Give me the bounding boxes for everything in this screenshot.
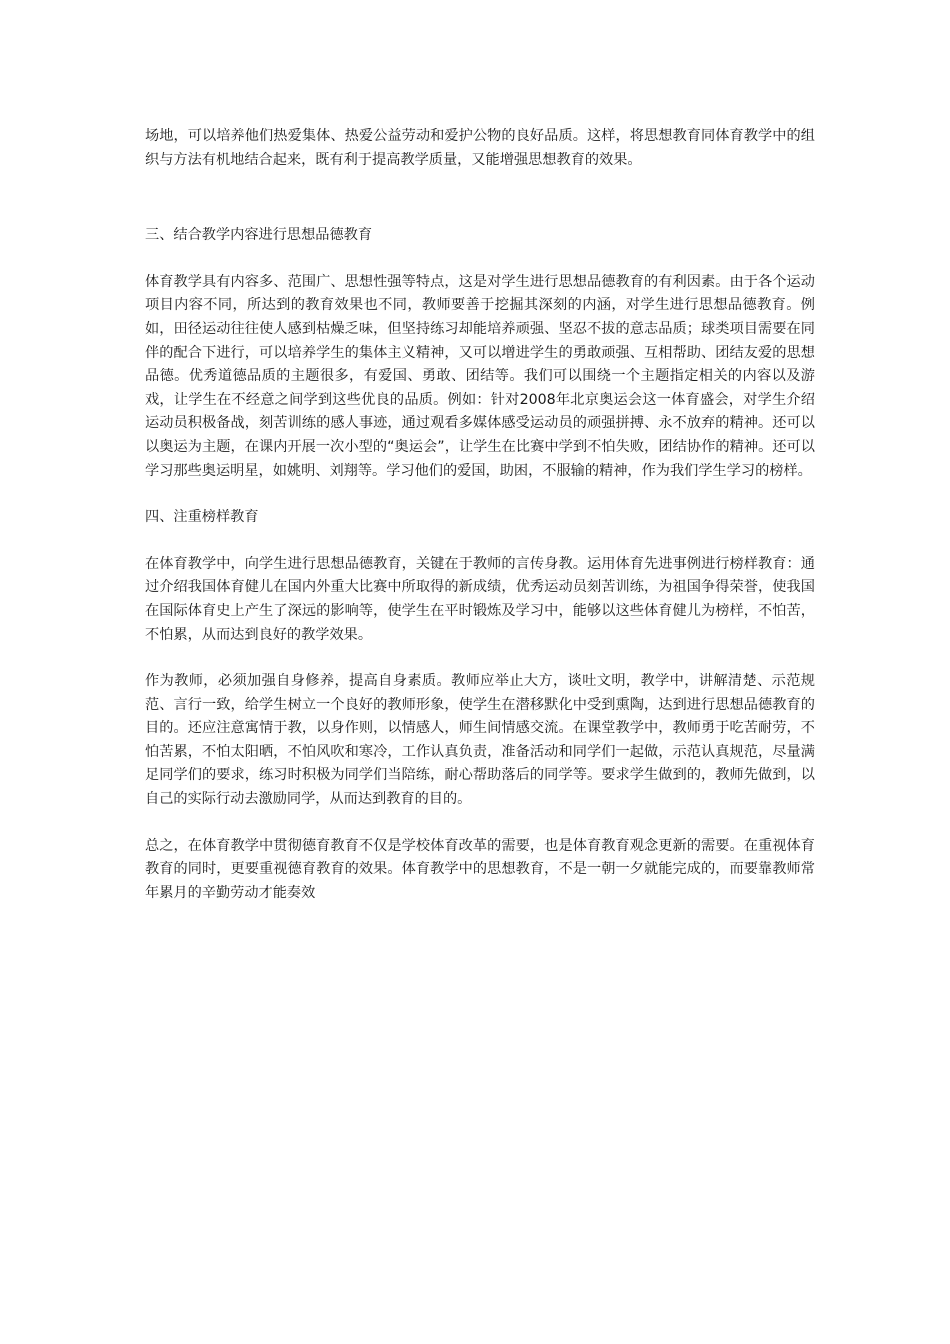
section-4-heading: 四、注重榜样教育 — [145, 509, 259, 526]
document-body — [145, 125, 815, 905]
section-4-paragraph-1: 在体育教学中，向学生进行思想品德教育，关键在于教师的言传身教。运用体育先进事例进行榜样教育：通过介绍我国体育健儿在国内外重大比赛中所取得的新成绩，优秀运动员刻苦训练，为祖国争得荣誉，使我国在国际体育史上产生了深远的影响等，使学生在平时锻炼及学习中，能够以这些体育健儿为榜样，不怕苦，不怕累，从而达到良好的教学效果。 — [145, 555, 815, 643]
section-3-heading: 三、结合教学内容进行思想品德教育 — [145, 227, 373, 244]
section-4-paragraph-2: 作为教师，必须加强自身修养，提高自身素质。教师应举止大方，谈吐文明，教学中，讲解清楚、示范规范、言行一致，给学生树立一个良好的教师形象，使学生在潜移默化中受到熏陶，达到进行思想品德教育的目的。还应注意寓情于教，以身作则，以情感人，师生间情感交流。在课堂教学中，教师勇于吃苦耐劳，不怕苦累，不怕太阳晒，不怕风吹和寒冷，工作认真负责，准备活动和同学们一起做，示范认真规范，尽量满足同学们的要求，练习时积极为同学们当陪练，耐心帮助落后的同学等。要求学生做到的，教师先做到，以自己的实际行动去激励同学，从而达到教育的目的。 — [145, 673, 815, 808]
conclusion-paragraph: 总之，在体育教学中贯彻德育教育不仅是学校体育改革的需要，也是体育教育观念更新的需要。在重视体育教育的同时，更要重视德育教育的效果。体育教学中的思想教育，不是一朝一夕就能完成的，而要靠教师常年累月的辛勤劳动才能奏效 — [145, 837, 815, 901]
intro-paragraph: 场地，可以培养他们热爱集体、热爱公益劳动和爱护公物的良好品质。这样，将思想教育同体育教学中的组织与方法有机地结合起来，既有利于提高教学质量，又能增强思想教育的效果。 — [145, 128, 815, 168]
section-3-paragraph: 体育教学具有内容多、范围广、思想性强等特点，这是对学生进行思想品德教育的有利因素。由于各个运动项目内容不同，所达到的教育效果也不同，教师要善于挖掘其深刻的内涵，对学生进行思想品德教育。例如，田径运动往往使人感到枯燥乏味，但坚持练习却能培养顽强、坚忍不拔的意志品质；球类项目需要在同伴的配合下进行，可以培养学生的集体主义精神，又可以增进学生的勇敢顽强、互相帮助、团结友爱的思想品德。优秀道德品质的主题很多，有爱国、勇敢、团结等。我们可以围绕一个主题指定相关的内容以及游戏，让学生在不经意之间学到这些优良的品质。例如：针对2008年北京奥运会这一体育盛会，对学生介绍运动员积极备战，刻苦训练的感人事迹，通过观看多媒体感受运动员的顽强拼搏、永不放弃的精神。还可以以奥运为主题，在课内开展一次小型的“奥运会”，让学生在比赛中学到不怕失败，团结协作的精神。还可以学习那些奥运明星，如姚明、刘翔等。学习他们的爱国，助困，不服输的精神，作为我们学生学习的榜样。 — [145, 273, 815, 479]
